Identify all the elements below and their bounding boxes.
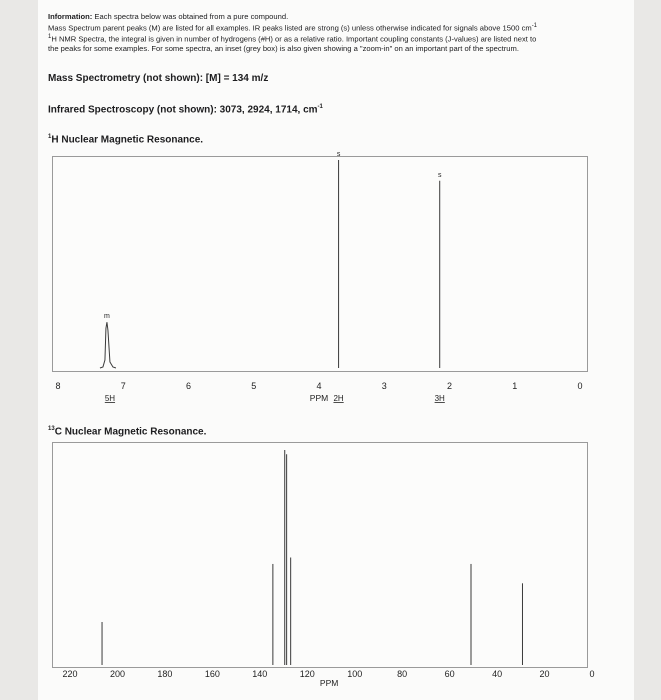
information-block	[48, 12, 608, 53]
x-tick-label: 8	[55, 381, 61, 391]
x-tick-label: 140	[252, 669, 268, 679]
x-tick-label: 60	[444, 669, 455, 679]
x-axis-label: PPM	[319, 678, 339, 688]
x-tick-label: 0	[577, 381, 583, 391]
x-tick-label: 120	[299, 669, 315, 679]
x-axis-label: PPM	[309, 393, 329, 403]
peak-multiplicity-label: s	[336, 151, 341, 158]
x-tick-label: 3	[381, 381, 387, 391]
x-tick-label: 80	[397, 669, 408, 679]
peak-integral-label: 5H	[104, 394, 116, 403]
peak-multiplicity-label: m	[104, 313, 110, 321]
cnmr-title: $^{13}$C Nuclear Magnetic Resonance.	[48, 426, 207, 438]
ir-line: Infrared Spectroscopy (not shown): 3073, 2924, 1714, $cm^{-1}$	[48, 104, 323, 116]
cnmr-spectrum-box	[52, 442, 588, 668]
x-tick-label: 220	[62, 669, 78, 679]
peak-integral-label: 2H	[333, 394, 344, 403]
x-tick-label: 2	[446, 381, 453, 391]
peak-integral-label: 3H	[434, 394, 445, 403]
mass-spec-line: Mass Spectrometry (not shown): [M] = 134 m/z	[48, 73, 269, 84]
x-tick-label: 0	[589, 669, 595, 679]
x-tick-label: 5	[251, 381, 257, 391]
x-tick-label: 6	[185, 381, 192, 391]
x-tick-label: 4	[316, 381, 322, 391]
x-tick-label: 1	[512, 381, 518, 391]
info-line-3: $^1$H NMR Spectra, the integral is given in number of hydrogens (#H) or as a relative ratio. Important coupling constants (J-values) are listed next to	[48, 33, 537, 44]
x-tick-label: 160	[204, 669, 220, 679]
hnmr-title: $^1$H Nuclear Magnetic Resonance.	[48, 134, 204, 146]
x-tick-label: 100	[347, 669, 363, 679]
info-line-4: the peaks for some examples. For some spectra, an inset (grey box) is also given showing a "zoom-in" on an important part of the spectrum.	[48, 43, 519, 53]
x-tick-label: 40	[492, 669, 503, 679]
info-line-1: Information: Each spectra below was obtained from a pure compound.	[48, 12, 289, 21]
x-tick-label: 7	[120, 381, 126, 391]
info-line-2: Mass Spectrum parent peaks (M) are listed for all examples. IR peaks listed are strong (s) unless otherwise indicated for signals above 1500 $cm^{-1}$	[48, 22, 538, 33]
hnmr-spectrum-box	[52, 156, 588, 372]
x-tick-label: 20	[539, 669, 550, 679]
x-tick-label: 180	[157, 669, 173, 679]
x-tick-label: 200	[109, 669, 125, 679]
peak-multiplicity-label: s	[437, 171, 442, 179]
